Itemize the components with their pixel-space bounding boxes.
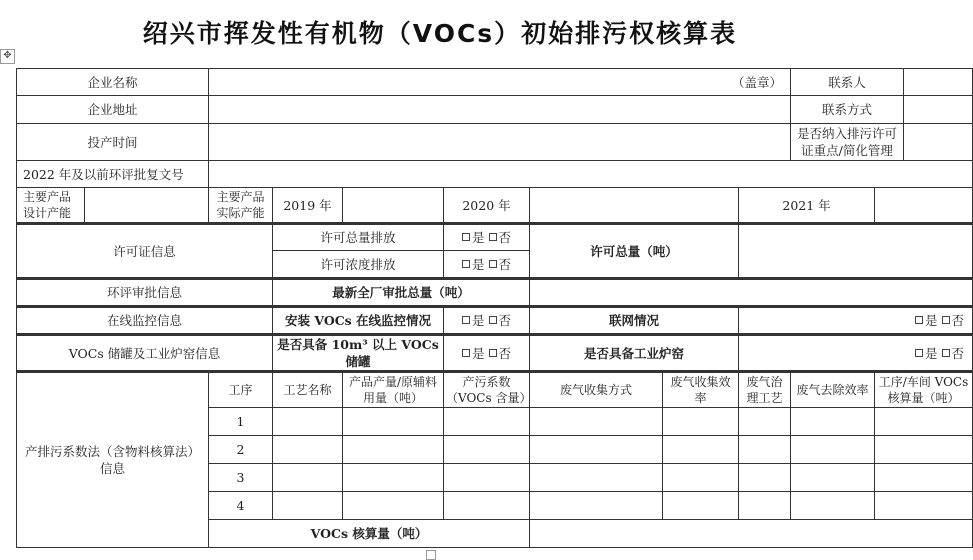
permit-total-tons-field[interactable] bbox=[739, 224, 973, 279]
design-capacity-field[interactable] bbox=[85, 188, 209, 224]
start-time-label: 投产时间 bbox=[17, 124, 209, 161]
checkbox-icon[interactable] bbox=[462, 260, 470, 268]
table-resize-handle-icon[interactable] bbox=[426, 550, 436, 560]
year-2021-field[interactable] bbox=[875, 188, 973, 224]
process-row-number: 2 bbox=[209, 436, 273, 464]
table-cell[interactable] bbox=[875, 464, 973, 492]
networked-yes-no[interactable]: 是 否 bbox=[739, 307, 973, 335]
permit-management-field[interactable] bbox=[904, 124, 973, 161]
table-cell[interactable] bbox=[444, 464, 530, 492]
process-row-number: 1 bbox=[209, 408, 273, 436]
design-capacity-label: 主要产品设计产能 bbox=[17, 188, 85, 224]
checkbox-icon[interactable] bbox=[489, 233, 497, 241]
seal-note: （盖章） bbox=[732, 74, 783, 90]
process-table-header: 废气收集方式 bbox=[530, 372, 663, 408]
address-field[interactable] bbox=[209, 96, 791, 124]
table-cell[interactable] bbox=[791, 492, 875, 520]
online-monitoring-label: 在线监控信息 bbox=[17, 307, 273, 335]
checkbox-icon[interactable] bbox=[462, 349, 470, 357]
process-table-header: 产污系数（VOCs 含量） bbox=[444, 372, 530, 408]
networked-label: 联网情况 bbox=[530, 307, 739, 335]
table-cell[interactable] bbox=[875, 408, 973, 436]
table-cell[interactable] bbox=[739, 408, 791, 436]
table-cell[interactable] bbox=[739, 492, 791, 520]
checkbox-icon[interactable] bbox=[915, 349, 923, 357]
eia-approval-label: 2022 年及以前环评批复文号 bbox=[17, 161, 209, 188]
table-cell[interactable] bbox=[530, 492, 663, 520]
table-cell[interactable] bbox=[273, 408, 343, 436]
actual-capacity-label: 主要产品实际产能 bbox=[209, 188, 273, 224]
has-kiln-yes-no[interactable]: 是 否 bbox=[739, 335, 973, 372]
table-cell[interactable] bbox=[739, 464, 791, 492]
table-cell[interactable] bbox=[663, 408, 739, 436]
checkbox-icon[interactable] bbox=[489, 316, 497, 324]
process-table-header: 废气去除效率 bbox=[791, 372, 875, 408]
table-cell[interactable] bbox=[444, 436, 530, 464]
table-cell[interactable] bbox=[444, 408, 530, 436]
process-row-number: 4 bbox=[209, 492, 273, 520]
process-table-header: 工序/车间 VOCs 核算量（吨） bbox=[875, 372, 973, 408]
address-label: 企业地址 bbox=[17, 96, 209, 124]
permit-management-label: 是否纳入排污许可证重点/简化管理 bbox=[791, 124, 904, 161]
table-cell[interactable] bbox=[663, 464, 739, 492]
table-move-handle-icon[interactable]: ✥ bbox=[0, 49, 15, 64]
table-cell[interactable] bbox=[791, 408, 875, 436]
table-cell[interactable] bbox=[791, 464, 875, 492]
company-name-label: 企业名称 bbox=[17, 69, 209, 96]
monitoring-installed-yes-no[interactable]: 是 否 bbox=[444, 307, 530, 335]
year-2020-field[interactable] bbox=[530, 188, 739, 224]
table-cell[interactable] bbox=[739, 436, 791, 464]
checkbox-icon[interactable] bbox=[942, 349, 950, 357]
table-cell[interactable] bbox=[273, 436, 343, 464]
checkbox-icon[interactable] bbox=[462, 233, 470, 241]
process-table-header: 废气收集效率 bbox=[663, 372, 739, 408]
table-cell[interactable] bbox=[530, 464, 663, 492]
coefficient-info-label: 产排污系数法（含物料核算法）信息 bbox=[17, 372, 209, 548]
year-2020-label: 2020 年 bbox=[444, 188, 530, 224]
page-title: 绍兴市挥发性有机物（VOCs）初始排污权核算表 bbox=[142, 19, 738, 48]
permit-total-emission-yes-no[interactable]: 是 否 bbox=[444, 224, 530, 251]
process-table-header: 工序 bbox=[209, 372, 273, 408]
table-cell[interactable] bbox=[791, 436, 875, 464]
table-cell[interactable] bbox=[875, 492, 973, 520]
vocs-total-field[interactable] bbox=[530, 520, 973, 548]
table-cell[interactable] bbox=[530, 436, 663, 464]
table-cell[interactable] bbox=[875, 436, 973, 464]
contact-person-field[interactable] bbox=[904, 69, 973, 96]
latest-total-field[interactable] bbox=[530, 279, 973, 307]
permit-concentration-label: 许可浓度排放 bbox=[273, 251, 444, 279]
start-time-field[interactable] bbox=[209, 124, 791, 161]
permit-total-emission-label: 许可总量排放 bbox=[273, 224, 444, 251]
vocs-total-label: VOCs 核算量（吨） bbox=[209, 520, 530, 548]
checkbox-icon[interactable] bbox=[489, 349, 497, 357]
table-cell[interactable] bbox=[343, 492, 444, 520]
year-2021-label: 2021 年 bbox=[739, 188, 875, 224]
table-cell[interactable] bbox=[343, 436, 444, 464]
table-cell[interactable] bbox=[530, 408, 663, 436]
checkbox-icon[interactable] bbox=[489, 260, 497, 268]
eia-approval-field[interactable] bbox=[209, 161, 973, 188]
table-cell[interactable] bbox=[663, 492, 739, 520]
process-table-header: 工艺名称 bbox=[273, 372, 343, 408]
checkbox-icon[interactable] bbox=[942, 316, 950, 324]
table-cell[interactable] bbox=[273, 464, 343, 492]
process-row-number: 3 bbox=[209, 464, 273, 492]
checkbox-icon[interactable] bbox=[462, 316, 470, 324]
table-cell[interactable] bbox=[273, 492, 343, 520]
year-2019-field[interactable] bbox=[343, 188, 444, 224]
permit-info-label: 许可证信息 bbox=[17, 224, 273, 279]
permit-concentration-yes-no[interactable]: 是 否 bbox=[444, 251, 530, 279]
has-kiln-label: 是否具备工业炉窑 bbox=[530, 335, 739, 372]
contact-method-field[interactable] bbox=[904, 96, 973, 124]
latest-total-label: 最新全厂审批总量（吨） bbox=[273, 279, 530, 307]
table-cell[interactable] bbox=[444, 492, 530, 520]
company-name-field[interactable] bbox=[209, 69, 791, 96]
contact-person-label: 联系人 bbox=[791, 69, 904, 96]
process-table-header: 废气治理工艺 bbox=[739, 372, 791, 408]
vocs-accounting-table bbox=[16, 68, 973, 548]
table-cell[interactable] bbox=[343, 464, 444, 492]
checkbox-icon[interactable] bbox=[915, 316, 923, 324]
has-tank-yes-no[interactable]: 是 否 bbox=[444, 335, 530, 372]
year-2019-label: 2019 年 bbox=[273, 188, 343, 224]
eia-info-label: 环评审批信息 bbox=[17, 279, 273, 307]
contact-method-label: 联系方式 bbox=[791, 96, 904, 124]
permit-total-tons-label: 许可总量（吨） bbox=[530, 224, 739, 279]
process-table-header: 产品产量/原辅料用量（吨） bbox=[343, 372, 444, 408]
table-cell[interactable] bbox=[663, 436, 739, 464]
table-cell[interactable] bbox=[343, 408, 444, 436]
monitoring-installed-label: 安装 VOCs 在线监控情况 bbox=[273, 307, 444, 335]
tank-kiln-info-label: VOCs 储罐及工业炉窑信息 bbox=[17, 335, 273, 372]
has-tank-label: 是否具备 10m³ 以上 VOCs 储罐 bbox=[273, 335, 444, 372]
